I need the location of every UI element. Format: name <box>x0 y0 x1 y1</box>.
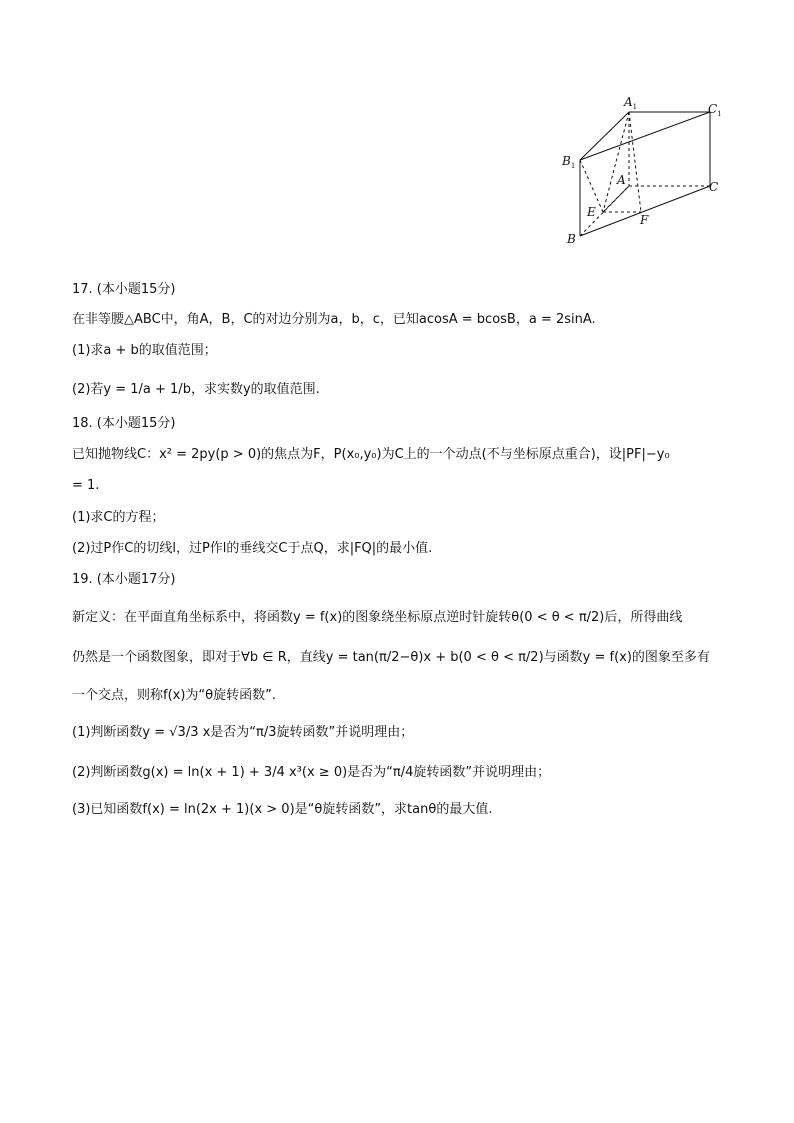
label-B1: $B_1$ <box>562 154 576 170</box>
label-C: C <box>709 180 719 194</box>
q18-part1: (1)求C的方程； <box>72 510 165 525</box>
q17-part1: (1)求a + b的取值范围； <box>72 343 217 358</box>
q19-part1: (1)判断函数y = √3/3 x是否为“π/3旋转函数”并说明理由； <box>72 725 414 740</box>
q18-header: 18. (本小题15分) <box>72 416 176 431</box>
q19-header: 19. (本小题17分) <box>72 572 176 587</box>
q19-stem-line3: 一个交点，则称f(x)为“θ旋转函数”. <box>72 688 276 703</box>
q18-stem-line2: = 1. <box>72 478 100 493</box>
q17-part2: (2)若y = 1/a + 1/b，求实数y的取值范围. <box>72 382 320 397</box>
q19-part2: (2)判断函数g(x) = ln(x + 1) + 3/4 x³(x ≥ 0)是否为“π/4旋转函数”并说明理由； <box>72 765 551 780</box>
q17-stem: 在非等腰△ABC中，角A，B，C的对边分别为a，b，c，已知acosA = bcosB，a = 2sinA. <box>72 312 596 327</box>
label-E: E <box>587 205 596 219</box>
prism-figure <box>0 0 794 260</box>
label-C1: $C_1$ <box>708 102 722 118</box>
label-B: B <box>567 232 576 246</box>
q19-stem-line2: 仍然是一个函数图象，即对于∀b ∈ R，直线y = tan(π/2−θ)x + b(0 < θ < π/2)与函数y = f(x)的图象至多有 <box>72 650 710 665</box>
label-A1: $A_1$ <box>624 95 638 111</box>
q18-part2: (2)过P作C的切线l，过P作l的垂线交C于点Q，求|FQ|的最小值. <box>72 541 433 556</box>
q19-part3: (3)已知函数f(x) = ln(2x + 1)(x > 0)是“θ旋转函数”，求tanθ的最大值. <box>72 802 493 817</box>
label-A: A <box>617 173 626 187</box>
label-F: F <box>640 213 649 227</box>
q18-stem-line1: 已知抛物线C：x² = 2py(p > 0)的焦点为F，P(x₀,y₀)为C上的一个动点(不与坐标原点重合)，设|PF|−y₀ <box>72 447 670 462</box>
q19-stem-line1: 新定义：在平面直角坐标系中，将函数y = f(x)的图象绕坐标原点逆时针旋转θ(0 < θ < π/2)后，所得曲线 <box>72 610 683 625</box>
q17-header: 17. (本小题15分) <box>72 282 176 297</box>
